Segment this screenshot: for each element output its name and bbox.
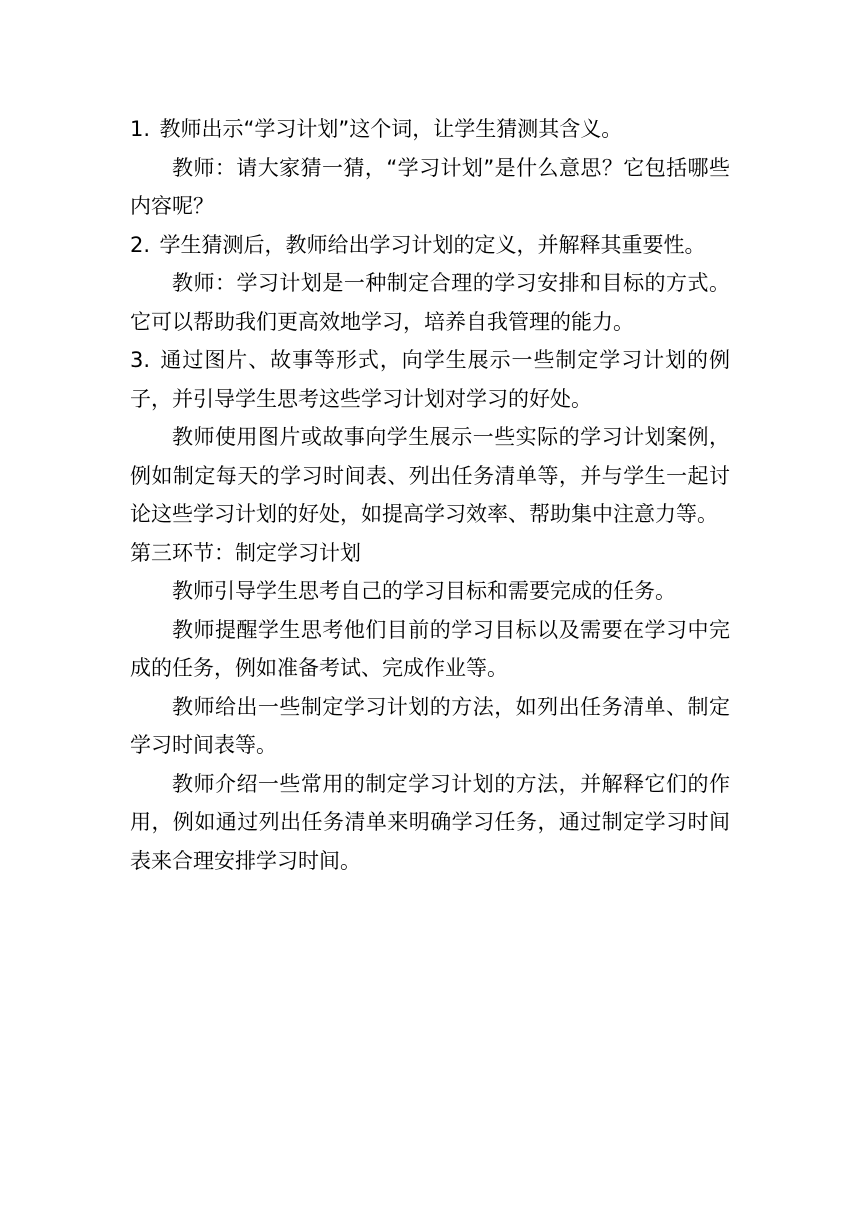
paragraph-number: 1. — [130, 117, 151, 141]
body-paragraph: 教师给出一些制定学习计划的方法，如列出任务清单、制定学习时间表等。 — [130, 694, 730, 757]
body-paragraph: 教师：请大家猜一猜，“学习计划”是什么意思？它包括哪些内容呢？ — [130, 155, 730, 218]
paragraph-number: 3. — [130, 348, 151, 372]
section-heading: 第三环节：制定学习计划 — [130, 540, 361, 565]
body-paragraph: 教师提醒学生思考他们目前的学习目标以及需要在学习中完成的任务，例如准备考试、完成作业等。 — [130, 617, 730, 680]
paragraph-text: 教师出示“学习计划”这个词，让学生猜测其含义。 — [159, 117, 623, 141]
numbered-paragraph-3 — [130, 341, 730, 418]
paragraph-text: 通过图片、故事等形式，向学生展示一些制定学习计划的例子，并引导学生思考这些学习计划对学习的好处。 — [130, 348, 730, 411]
body-paragraph: 教师：学习计划是一种制定合理的学习安排和目标的方式。它可以帮助我们更高效地学习，培养自我管理的能力。 — [130, 271, 730, 334]
paragraph-number: 2. — [130, 232, 151, 257]
body-paragraph: 教师使用图片或故事向学生展示一些实际的学习计划案例，例如制定每天的学习时间表、列出任务清单等，并与学生一起讨论这些学习计划的好处，如提高学习效率、帮助集中注意力等。 — [130, 425, 730, 526]
numbered-paragraph-1 — [130, 110, 730, 149]
document-page — [130, 110, 730, 880]
paragraph-text: 学生猜测后，教师给出学习计划的定义，并解释其重要性。 — [159, 232, 706, 257]
body-paragraph: 教师介绍一些常用的制定学习计划的方法，并解释它们的作用，例如通过列出任务清单来明确学习任务，通过制定学习时间表来合理安排学习时间。 — [130, 771, 730, 873]
numbered-paragraph-2 — [130, 226, 730, 265]
body-paragraph: 教师引导学生思考自己的学习目标和需要完成的任务。 — [172, 579, 676, 603]
